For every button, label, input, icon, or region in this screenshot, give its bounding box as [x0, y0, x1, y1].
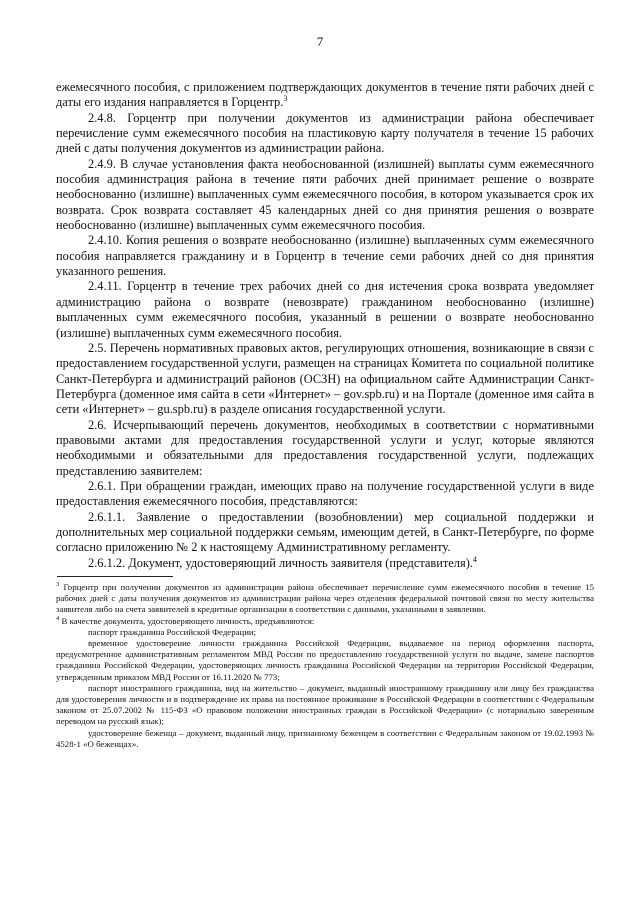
paragraph-2-6: 2.6. Исчерпывающий перечень документов, необходимых в соответствии с нормативными правовыми актами для предоставления государственной услуги и услуг, которые являются необходимыми и обязательными для предоставления государственной услуги, подлежащих представлению заявителем: [56, 417, 594, 478]
footnote-ref-3[interactable]: 3 [283, 94, 288, 104]
footnote-4-mark: 4 [56, 614, 60, 622]
footnote-3: $^3$ Горцентр при получении документов из администрации района обеспечивает перечисление сумм ежемесячного пособия в течение 15 рабочих дней с даты получения документов из администрации района через отделения федеральной почтовой связи по месту жительства заявителя либо на счета заявителей в кредитные организации в соответствии с данными, указанными в заявлении. [56, 581, 594, 615]
footnotes [56, 582, 594, 750]
footnote-3-mark: 3 [56, 581, 60, 589]
footnote-ref-4[interactable]: 4 [472, 554, 477, 564]
paragraph-2-5: 2.5. Перечень нормативных правовых актов, регулирующих отношения, возникающие в связи с предоставлением государственной услуги, размещен на страницах Комитета по социальной политике Санкт-Петербурга и администраций районов (ОСЗН) на официальном сайте Администрации Санкт-Петербурга (доменное имя сайта в сети «Интернет» – gov.spb.ru) и на Портале (доменное имя сайта в сети «Интернет» – gu.spb.ru) в разделе описания государственной услуги. [56, 340, 594, 417]
footnote-separator [57, 576, 173, 577]
footnote-4-item: временное удостоверение личности гражданина Российской Федерации, выдаваемое на период оформления паспорта, предусмотренное административным регламентом МВД России по предоставлению государственной услуги по выдаче, замене паспортов гражданина Российской Федерации, удостоверяющих личность гражданина Российской Федерации на территории Российской Федерации, утвержденным приказом МВД России от 16.11.2020 № 773; [56, 638, 594, 682]
footnote-4-item: паспорт иностранного гражданина, вид на жительство – документ, выданный иностранному гражданину или лицу без гражданства для удостоверения личности и в подтверждение их права на постоянное проживание в Российской Федерации в соответствии с Федеральным законом от 25.07.2002 № 115-ФЗ «О правовом положении иностранных граждан в Российской Федерации» (с нотариально заверенным переводом на русский язык); [56, 682, 594, 727]
paragraph-2-6-1-1: 2.6.1.1. Заявление о предоставлении (возобновлении) мер социальной поддержки и дополнительных мер социальной поддержки семьям, имеющим детей, в Санкт-Петербурге, по форме согласно приложению № 2 к настоящему Административному регламенту. [56, 509, 594, 555]
page-number: 7 [316, 34, 324, 49]
footnote-4: $^4$ В качестве документа, удостоверяющего личность, предъявляются: [56, 614, 315, 626]
footnote-4-item: удостоверение беженца – документ, выданный лицу, признанному беженцем в соответствии с Федеральным законом от 19.02.1993 № 4528-1 «О беженцах». [56, 727, 594, 749]
paragraph-continuation: ежемесячного пособия, с приложением подтверждающих документов в течение пяти рабочих дней с даты его издания направляется в Горцентр.$^3$ [56, 80, 594, 110]
paragraph-2-4-9: 2.4.9. В случае установления факта необоснованной (излишней) выплаты сумм ежемесячного пособия администрация района в течение пяти рабочих дней принимает решение о возврате необоснованно (излишне) выплаченных сумм ежемесячного пособия, в котором указывается срок их возврата. Срок возврата составляет 45 календарных дней со дня принятия решения о возврате необоснованно (излишне) выплаченных сумм ежемесячного пособия. [56, 156, 594, 233]
paragraph-2-4-8: 2.4.8. Горцентр при получении документов из администрации района обеспечивает перечисление сумм ежемесячного пособия на пластиковую карту получателя в течение 15 рабочих дней с даты получения документов из администрации района. [56, 110, 594, 156]
paragraph-2-6-1-2: 2.6.1.2. Документ, удостоверяющий личность заявителя (представителя).$^4$ [88, 554, 477, 570]
footnote-4-item: паспорт гражданина Российской Федерации; [88, 626, 257, 637]
document-body [56, 80, 594, 571]
paragraph-2-6-1: 2.6.1. При обращении граждан, имеющих право на получение государственной услуги в виде предоставления ежемесячного пособия, представляются: [56, 478, 594, 509]
paragraph-2-4-11: 2.4.11. Горцентр в течение трех рабочих дней со дня истечения срока возврата уведомляет администрацию района о возврате (невозврате) гражданином необоснованно (излишне) выплаченных сумм ежемесячного пособия, указанный в решении о возврате необоснованно (излишне) выплаченных сумм ежемесячного пособия. [56, 279, 594, 340]
paragraph-2-4-10: 2.4.10. Копия решения о возврате необоснованно (излишне) выплаченных сумм ежемесячного пособия направляется гражданину и в Горцентр в течение семи рабочих дней со дня принятия указанного решения. [56, 233, 594, 279]
